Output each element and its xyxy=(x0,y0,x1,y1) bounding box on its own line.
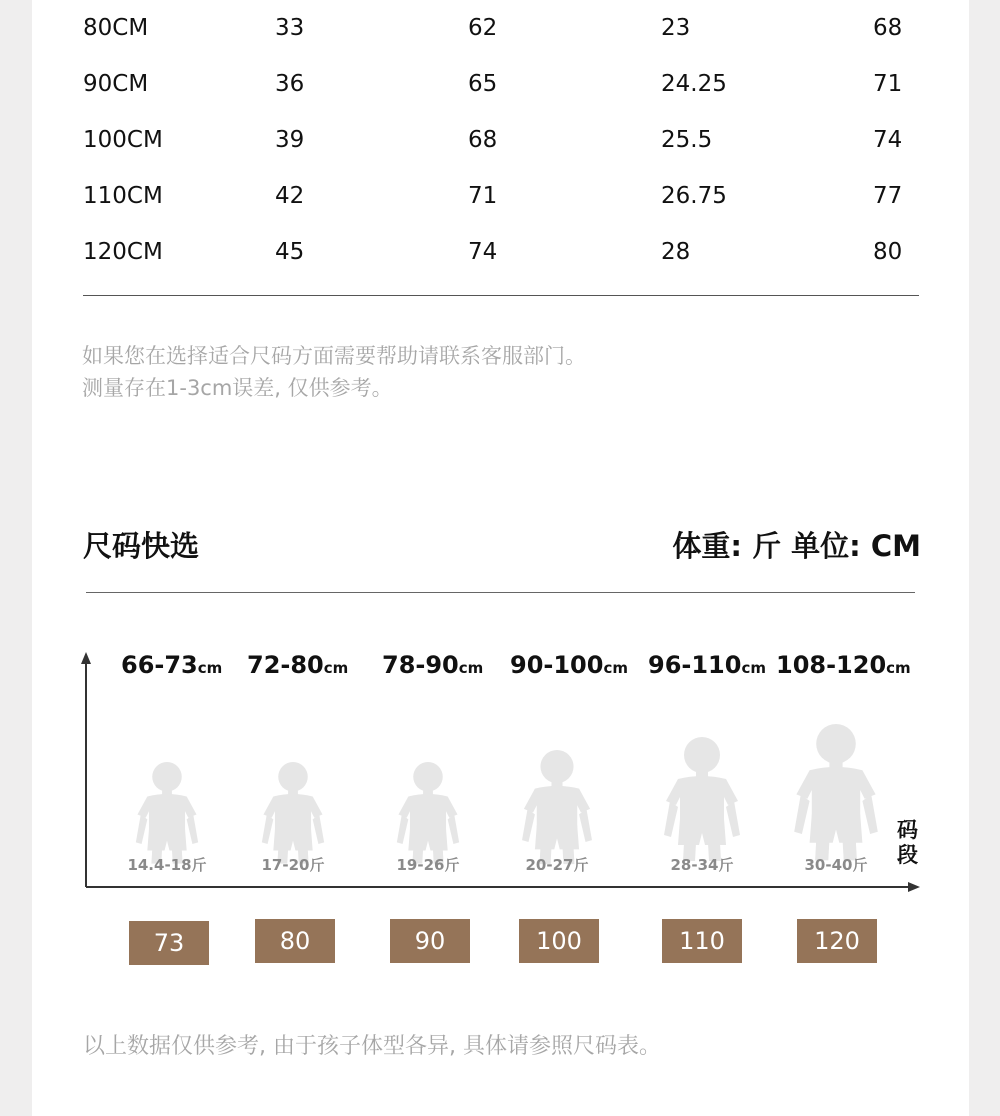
height-range-label: 66-73cm xyxy=(121,651,223,679)
weight-range-label: 14.4-18斤 xyxy=(127,856,207,874)
child-silhouette-icon xyxy=(664,737,740,861)
weight-range-label: 17-20斤 xyxy=(261,856,325,874)
value-cell: 23 xyxy=(661,15,691,41)
size-cell: 80CM xyxy=(83,15,149,41)
value-cell: 74 xyxy=(468,239,498,265)
value-cell: 45 xyxy=(275,239,305,265)
size-badge[interactable]: 100 xyxy=(519,919,599,963)
value-cell: 74 xyxy=(873,127,903,153)
value-cell: 80 xyxy=(873,239,903,265)
child-silhouette-icon xyxy=(262,762,324,864)
child-silhouette-icon xyxy=(136,762,198,864)
value-cell: 33 xyxy=(275,15,305,41)
value-cell: 42 xyxy=(275,183,305,209)
child-silhouette-icon xyxy=(794,724,878,860)
value-cell: 71 xyxy=(468,183,498,209)
value-cell: 25.5 xyxy=(661,127,713,153)
size-cell: 100CM xyxy=(83,127,163,153)
value-cell: 62 xyxy=(468,15,498,41)
x-axis xyxy=(86,882,920,892)
value-cell: 28 xyxy=(661,239,691,265)
weight-range-label: 28-34斤 xyxy=(670,856,734,874)
height-range-label: 90-100cm xyxy=(510,651,628,679)
section-title: 尺码快选 xyxy=(83,529,200,563)
size-cell: 120CM xyxy=(83,239,163,265)
size-badge[interactable]: 80 xyxy=(255,919,335,963)
help-note: 如果您在选择适合尺码方面需要帮助请联系客服部门。 xyxy=(82,344,586,368)
error-note: 测量存在1-3cm误差, 仅供参考。 xyxy=(82,376,393,400)
child-silhouette-icon xyxy=(397,762,459,864)
y-axis xyxy=(81,652,91,887)
size-axis-label: 码段 xyxy=(897,818,918,867)
x-axis-arrow-icon xyxy=(908,882,920,892)
value-cell: 77 xyxy=(873,183,903,209)
weight-range-label: 20-27斤 xyxy=(525,856,589,874)
size-badge[interactable]: 110 xyxy=(662,919,742,963)
height-range-label: 96-110cm xyxy=(648,651,766,679)
value-cell: 65 xyxy=(468,71,498,97)
weight-range-label: 30-40斤 xyxy=(804,856,868,874)
value-cell: 26.75 xyxy=(661,183,727,209)
height-range-label: 108-120cm xyxy=(776,651,911,679)
size-badge[interactable]: 120 xyxy=(797,919,877,963)
footer-note: 以上数据仅供参考, 由于孩子体型各异, 具体请参照尺码表。 xyxy=(83,1034,661,1059)
value-cell: 68 xyxy=(873,15,903,41)
value-cell: 24.25 xyxy=(661,71,727,97)
weight-range-label: 19-26斤 xyxy=(396,856,460,874)
size-cell: 90CM xyxy=(83,71,149,97)
unit-label: 体重: 斤 单位: CM xyxy=(672,529,921,563)
value-cell: 39 xyxy=(275,127,305,153)
height-range-label: 78-90cm xyxy=(382,651,484,679)
child-silhouettes xyxy=(127,724,877,874)
value-cell: 36 xyxy=(275,71,305,97)
y-axis-arrow-icon xyxy=(81,652,91,664)
size-cell: 110CM xyxy=(83,183,163,209)
height-range-label: 72-80cm xyxy=(247,651,349,679)
value-cell: 68 xyxy=(468,127,498,153)
value-cell: 71 xyxy=(873,71,903,97)
size-badge[interactable]: 73 xyxy=(129,921,209,965)
size-badge[interactable]: 90 xyxy=(390,919,470,963)
child-silhouette-icon xyxy=(522,750,592,864)
